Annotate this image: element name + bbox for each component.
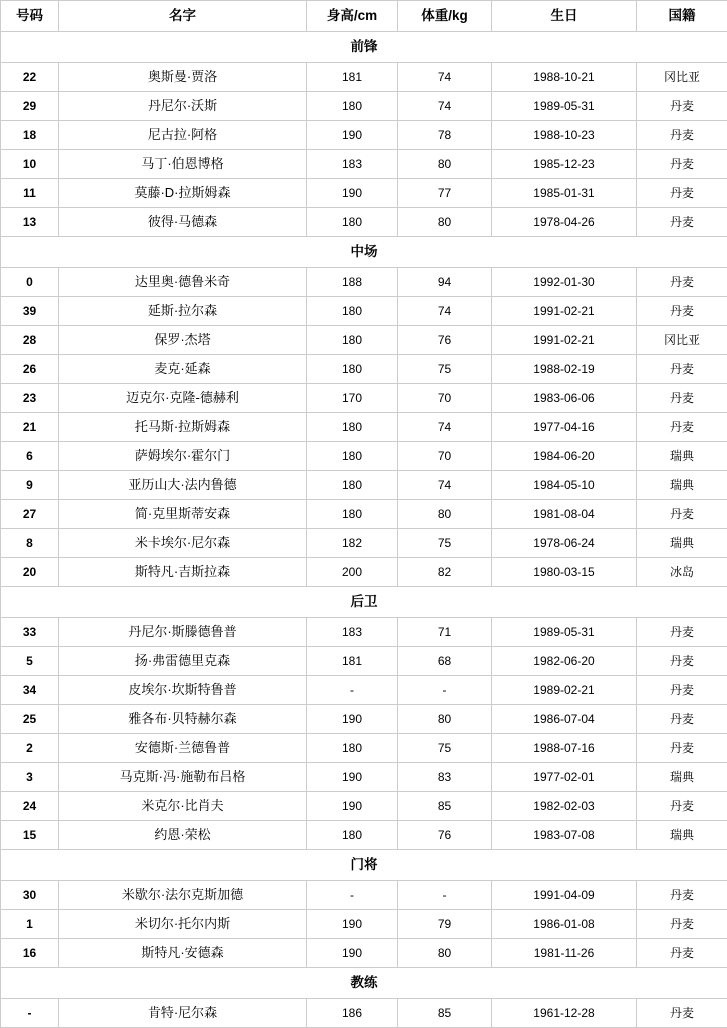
table-row (1, 297, 727, 326)
player-birthday: 1981-11-26 (492, 939, 637, 968)
player-height: 181 (307, 63, 398, 92)
table-row (1, 734, 727, 763)
player-name: 托马斯·拉斯姆森 (59, 413, 307, 442)
player-height: 200 (307, 558, 398, 587)
player-weight: 70 (398, 384, 492, 413)
player-birthday: 1982-02-03 (492, 792, 637, 821)
table-header (1, 1, 727, 32)
player-weight: 71 (398, 618, 492, 647)
player-nationality: 丹麦 (637, 881, 727, 910)
column-header-height: 身高/cm (307, 1, 398, 32)
player-nationality: 丹麦 (637, 910, 727, 939)
table-row (1, 939, 727, 968)
player-birthday: 1978-04-26 (492, 208, 637, 237)
player-height: 180 (307, 297, 398, 326)
player-birthday: 1989-02-21 (492, 676, 637, 705)
player-nationality: 丹麦 (637, 384, 727, 413)
player-nationality: 丹麦 (637, 999, 727, 1028)
player-height: 190 (307, 910, 398, 939)
player-nationality: 丹麦 (637, 413, 727, 442)
group-label: 后卫 (1, 587, 727, 618)
table-row (1, 179, 727, 208)
player-number: 9 (1, 471, 59, 500)
player-nationality: 瑞典 (637, 442, 727, 471)
player-number: 0 (1, 268, 59, 297)
table-row (1, 471, 727, 500)
player-height: 190 (307, 179, 398, 208)
player-number: 25 (1, 705, 59, 734)
player-birthday: 1986-01-08 (492, 910, 637, 939)
table-row (1, 121, 727, 150)
player-weight: 68 (398, 647, 492, 676)
table-row (1, 326, 727, 355)
player-number: 23 (1, 384, 59, 413)
player-birthday: 1978-06-24 (492, 529, 637, 558)
player-nationality: 瑞典 (637, 471, 727, 500)
column-header-birthday: 生日 (492, 1, 637, 32)
player-birthday: 1988-10-23 (492, 121, 637, 150)
table-row (1, 442, 727, 471)
group-label: 中场 (1, 237, 727, 268)
player-name: 简·克里斯蒂安森 (59, 500, 307, 529)
player-name: 米歇尔·法尔克斯加德 (59, 881, 307, 910)
player-nationality: 冰岛 (637, 558, 727, 587)
player-name: 麦克·延森 (59, 355, 307, 384)
player-birthday: 1988-02-19 (492, 355, 637, 384)
player-birthday: 1986-07-04 (492, 705, 637, 734)
group-header-row (1, 587, 727, 618)
table-row (1, 763, 727, 792)
player-height: 180 (307, 471, 398, 500)
column-header-number: 号码 (1, 1, 59, 32)
group-header-row (1, 32, 727, 63)
player-birthday: 1988-10-21 (492, 63, 637, 92)
table-row (1, 150, 727, 179)
table-row (1, 529, 727, 558)
player-weight: 79 (398, 910, 492, 939)
player-height: 180 (307, 413, 398, 442)
player-weight: 94 (398, 268, 492, 297)
player-height: 183 (307, 618, 398, 647)
player-height: 188 (307, 268, 398, 297)
player-weight: 76 (398, 821, 492, 850)
player-weight: 80 (398, 705, 492, 734)
player-number: 20 (1, 558, 59, 587)
player-number: 24 (1, 792, 59, 821)
player-height: 180 (307, 734, 398, 763)
player-birthday: 1985-12-23 (492, 150, 637, 179)
player-number: 1 (1, 910, 59, 939)
player-name: 丹尼尔·沃斯 (59, 92, 307, 121)
player-weight: 78 (398, 121, 492, 150)
table-row (1, 268, 727, 297)
player-nationality: 丹麦 (637, 939, 727, 968)
player-name: 斯特凡·吉斯拉森 (59, 558, 307, 587)
player-nationality: 丹麦 (637, 208, 727, 237)
player-number: 13 (1, 208, 59, 237)
player-height: - (307, 676, 398, 705)
player-name: 奥斯曼·贾洛 (59, 63, 307, 92)
player-height: 181 (307, 647, 398, 676)
player-height: 190 (307, 792, 398, 821)
player-weight: 74 (398, 297, 492, 326)
player-name: 保罗·杰塔 (59, 326, 307, 355)
player-number: 11 (1, 179, 59, 208)
player-birthday: 1991-02-21 (492, 326, 637, 355)
player-number: 5 (1, 647, 59, 676)
player-weight: 76 (398, 326, 492, 355)
table-row (1, 881, 727, 910)
player-number: 22 (1, 63, 59, 92)
player-nationality: 丹麦 (637, 121, 727, 150)
table-row (1, 208, 727, 237)
table-row (1, 92, 727, 121)
player-name: 雅各布·贝特赫尔森 (59, 705, 307, 734)
player-weight: 77 (398, 179, 492, 208)
header-row (1, 1, 727, 32)
player-name: 丹尼尔·斯滕德鲁普 (59, 618, 307, 647)
player-weight: 75 (398, 529, 492, 558)
player-name: 马克斯·冯·施勒布吕格 (59, 763, 307, 792)
player-number: 28 (1, 326, 59, 355)
table-body (1, 32, 727, 1028)
player-birthday: 1980-03-15 (492, 558, 637, 587)
table-row (1, 618, 727, 647)
player-number: 34 (1, 676, 59, 705)
column-header-weight: 体重/kg (398, 1, 492, 32)
player-number: 16 (1, 939, 59, 968)
table-row (1, 355, 727, 384)
player-weight: 74 (398, 413, 492, 442)
player-birthday: 1984-06-20 (492, 442, 637, 471)
player-height: 180 (307, 442, 398, 471)
column-header-nationality: 国籍 (637, 1, 727, 32)
table-row (1, 821, 727, 850)
player-height: 183 (307, 150, 398, 179)
player-weight: 85 (398, 792, 492, 821)
player-name: 肯特·尼尔森 (59, 999, 307, 1028)
table-row (1, 63, 727, 92)
player-birthday: 1989-05-31 (492, 92, 637, 121)
player-weight: 70 (398, 442, 492, 471)
table-row (1, 705, 727, 734)
table-row (1, 792, 727, 821)
player-nationality: 瑞典 (637, 763, 727, 792)
player-birthday: 1983-07-08 (492, 821, 637, 850)
player-name: 米克尔·比肖夫 (59, 792, 307, 821)
player-nationality: 丹麦 (637, 297, 727, 326)
table-row (1, 558, 727, 587)
player-height: 182 (307, 529, 398, 558)
player-weight: 82 (398, 558, 492, 587)
table-row (1, 676, 727, 705)
player-name: 安德斯·兰德鲁普 (59, 734, 307, 763)
player-nationality: 丹麦 (637, 179, 727, 208)
player-number: 21 (1, 413, 59, 442)
player-weight: - (398, 881, 492, 910)
player-nationality: 丹麦 (637, 500, 727, 529)
player-birthday: 1984-05-10 (492, 471, 637, 500)
player-height: 180 (307, 208, 398, 237)
player-birthday: 1977-04-16 (492, 413, 637, 442)
player-nationality: 丹麦 (637, 268, 727, 297)
player-name: 延斯·拉尔森 (59, 297, 307, 326)
player-birthday: 1982-06-20 (492, 647, 637, 676)
player-birthday: 1961-12-28 (492, 999, 637, 1028)
player-nationality: 丹麦 (637, 355, 727, 384)
group-label: 教练 (1, 968, 727, 999)
column-header-name: 名字 (59, 1, 307, 32)
player-name: 尼古拉·阿格 (59, 121, 307, 150)
player-nationality: 冈比亚 (637, 326, 727, 355)
player-name: 萨姆埃尔·霍尔门 (59, 442, 307, 471)
player-height: 180 (307, 500, 398, 529)
player-height: 180 (307, 821, 398, 850)
player-nationality: 丹麦 (637, 705, 727, 734)
player-birthday: 1989-05-31 (492, 618, 637, 647)
group-header-row (1, 237, 727, 268)
player-height: 180 (307, 92, 398, 121)
player-birthday: 1981-08-04 (492, 500, 637, 529)
player-weight: 74 (398, 471, 492, 500)
player-nationality: 瑞典 (637, 821, 727, 850)
player-nationality: 丹麦 (637, 647, 727, 676)
player-number: 27 (1, 500, 59, 529)
table-row (1, 910, 727, 939)
player-weight: 80 (398, 150, 492, 179)
player-name: 亚历山大·法内鲁德 (59, 471, 307, 500)
player-height: 180 (307, 326, 398, 355)
player-number: 15 (1, 821, 59, 850)
player-name: 达里奥·德鲁米奇 (59, 268, 307, 297)
player-number: 29 (1, 92, 59, 121)
player-birthday: 1983-06-06 (492, 384, 637, 413)
player-birthday: 1991-04-09 (492, 881, 637, 910)
player-nationality: 丹麦 (637, 618, 727, 647)
player-number: - (1, 999, 59, 1028)
player-birthday: 1992-01-30 (492, 268, 637, 297)
table-row (1, 500, 727, 529)
player-number: 8 (1, 529, 59, 558)
player-number: 26 (1, 355, 59, 384)
player-name: 皮埃尔·坎斯特鲁普 (59, 676, 307, 705)
player-height: 180 (307, 355, 398, 384)
player-height: 170 (307, 384, 398, 413)
player-number: 33 (1, 618, 59, 647)
group-header-row (1, 850, 727, 881)
player-nationality: 冈比亚 (637, 63, 727, 92)
player-nationality: 丹麦 (637, 150, 727, 179)
player-name: 约恩·荣松 (59, 821, 307, 850)
player-number: 6 (1, 442, 59, 471)
player-number: 10 (1, 150, 59, 179)
player-height: - (307, 881, 398, 910)
player-weight: 83 (398, 763, 492, 792)
player-weight: 74 (398, 63, 492, 92)
player-weight: 75 (398, 355, 492, 384)
player-weight: 80 (398, 939, 492, 968)
player-height: 190 (307, 939, 398, 968)
table-row (1, 647, 727, 676)
player-number: 39 (1, 297, 59, 326)
player-weight: 75 (398, 734, 492, 763)
player-name: 莫藤·D·拉斯姆森 (59, 179, 307, 208)
player-weight: 85 (398, 999, 492, 1028)
player-weight: 80 (398, 500, 492, 529)
player-height: 186 (307, 999, 398, 1028)
player-height: 190 (307, 705, 398, 734)
player-height: 190 (307, 121, 398, 150)
table-row (1, 384, 727, 413)
group-label: 前锋 (1, 32, 727, 63)
player-weight: 74 (398, 92, 492, 121)
player-number: 2 (1, 734, 59, 763)
player-number: 3 (1, 763, 59, 792)
player-name: 扬·弗雷德里克森 (59, 647, 307, 676)
player-weight: - (398, 676, 492, 705)
group-header-row (1, 968, 727, 999)
player-nationality: 丹麦 (637, 792, 727, 821)
player-birthday: 1977-02-01 (492, 763, 637, 792)
player-birthday: 1988-07-16 (492, 734, 637, 763)
player-name: 米卡埃尔·尼尔森 (59, 529, 307, 558)
table-row (1, 413, 727, 442)
player-name: 米切尔·托尔内斯 (59, 910, 307, 939)
group-label: 门将 (1, 850, 727, 881)
player-name: 迈克尔·克隆-德赫利 (59, 384, 307, 413)
player-height: 190 (307, 763, 398, 792)
player-nationality: 丹麦 (637, 92, 727, 121)
player-name: 马丁·伯恩博格 (59, 150, 307, 179)
player-number: 18 (1, 121, 59, 150)
player-nationality: 瑞典 (637, 529, 727, 558)
player-nationality: 丹麦 (637, 676, 727, 705)
player-name: 斯特凡·安德森 (59, 939, 307, 968)
player-birthday: 1991-02-21 (492, 297, 637, 326)
player-number: 30 (1, 881, 59, 910)
player-weight: 80 (398, 208, 492, 237)
player-name: 彼得·马德森 (59, 208, 307, 237)
table-row (1, 999, 727, 1028)
player-birthday: 1985-01-31 (492, 179, 637, 208)
player-nationality: 丹麦 (637, 734, 727, 763)
